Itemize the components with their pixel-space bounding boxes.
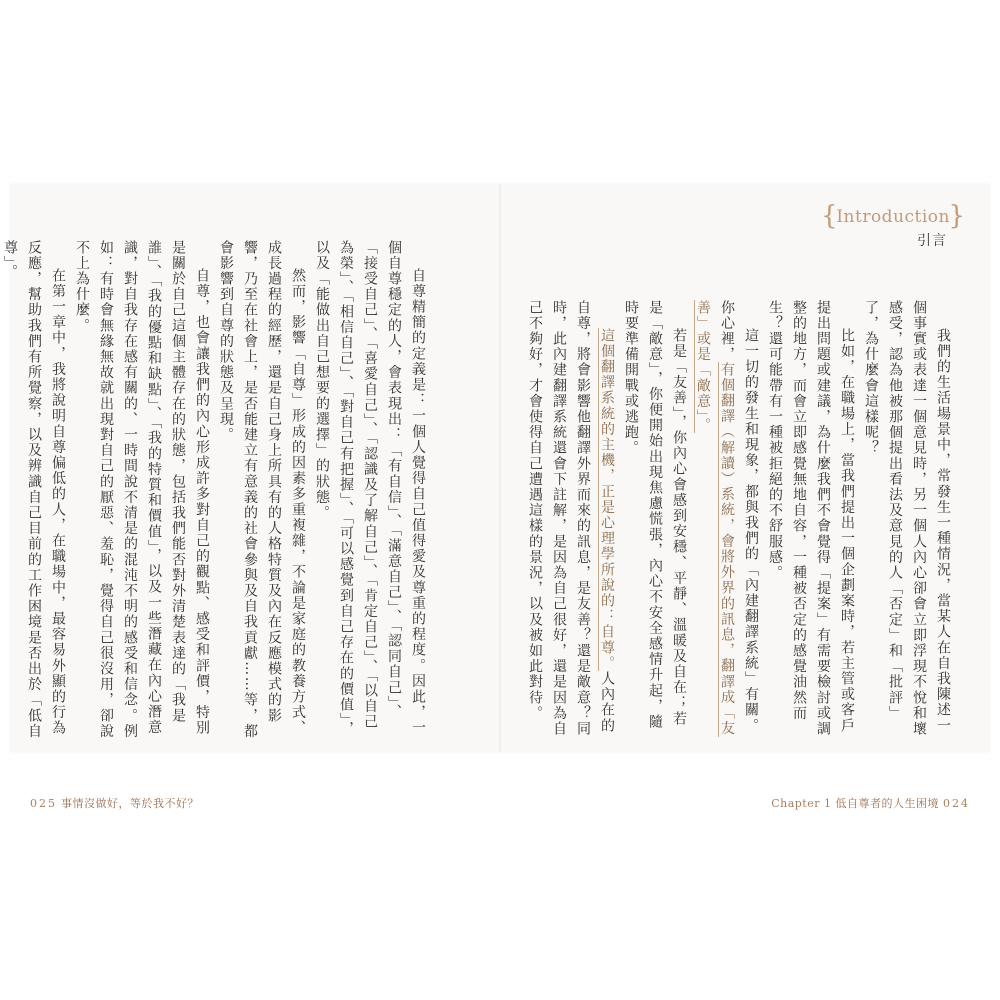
right-page-number: 024: [943, 797, 970, 810]
introduction-heading: [815, 201, 965, 249]
right-paragraph-2: 比如，在職場上，當我們提出一個企劃案時，若主管或客戶提出問題或建議，為什麼我們不會覺得「提案」有需要檢討或調整的地方，而會立即感覺無地自容，一種被否定的感覺油然而生？還可能帶有一種被拒絕的不舒服感。: [767, 300, 855, 737]
right-paragraph-3-text: 這一切的發生和現象，都與我們的「內建翻譯系統」有關。你心裡，: [719, 300, 759, 734]
left-paragraph-2: 然而，影響「自尊」形成的因素多重複雜，不論是家庭的教養方式、成長過程的經歷，還是自己身上所具有的人格特質及內在反應模式的影響，乃至在社會上，是否能建立有意義的社會參與及自我貢獻……等，都會影響到自尊的狀態及呈現。: [218, 240, 306, 740]
left-paragraph-3: 自尊，也會讓我們的內心形成許多對自己的觀點、感受和評價，特別是關於自己這個主體存在的狀態，包括我們能否對外清楚表達的「我是誰」、「我的優點和缺點」、「我的特質和價值」，以及一些潛藏在內心潛意識，對自我存在感有關的、一時間說不清是的混沌不明的感受和信念。例如：有時會無緣無故就出現對自己的厭惡、羞恥，覺得自己很沒用，卻說不上為什麼。: [74, 240, 210, 740]
right-page-footer: [771, 795, 970, 811]
right-paragraph-1: 我們的生活場景中，常發生一種情況，當某人在自我陳述一個事實或表達一個意見時，另一個人內心卻會立即浮現不悅和壞感受，認為他被那個提出看法及意見的人「否定」和「批評」了，為什麼會這樣呢？: [863, 300, 951, 737]
right-paragraph-3: [691, 300, 763, 740]
left-running-title: 事情沒做好，等於我不好？: [61, 797, 199, 810]
right-paragraph-3-highlight: 有個翻譯（解讀）系統，會將外界的訊息，翻譯成「友善」或是「敵意」。: [695, 300, 735, 737]
right-paragraph-5-text: 人內在的自尊，將會影響他翻譯外界而來的訊息，是友善？還是敵意？同時，此內建翻譯系統還會下註解，是因為自己很好，還是因為自己不夠好，才會使得自己遭遇這樣的景況，以及被如此對待。: [527, 300, 615, 737]
left-page-footer: [30, 795, 199, 811]
left-page-number: 025: [30, 797, 57, 810]
right-paragraph-5-highlight: 這個翻譯系統的主機，正是心理學所說的：自尊。: [599, 328, 615, 672]
right-running-title: 低自尊者的人生困境: [835, 797, 939, 810]
brace-right-ornament: }: [948, 201, 965, 231]
chapter-label: Chapter 1: [771, 797, 832, 810]
introduction-title-en: Introduction: [836, 207, 950, 227]
right-page-body: [527, 300, 955, 740]
right-paragraph-4: 若是「友善」，你內心會感到安穩、平靜、溫暖及自在；若是「敵意」，你便開始出現焦慮慌張，內心不安全感情升起，隨時要準備開戰或逃跑。: [623, 300, 687, 730]
left-page-body: [2, 240, 430, 740]
right-paragraph-5: [523, 300, 619, 740]
left-paragraph-1: 自尊精簡的定義是：一個人覺得自己值得愛及尊重的程度。因此，一個自尊穩定的人，會表現出：「有自信」、「滿意自己」、「認同自己」、「接受自己」、「喜愛自己」、「認識及了解自己」、「肯定自己」、「以自己為榮」、「相信自己」、「對自己有把握」、「可以感覺到自己存在的價值」，以及「能做出自己想要的選擇」的狀態。: [314, 240, 426, 737]
introduction-title-zh: 引言: [917, 233, 947, 249]
left-paragraph-4: 在第一章中，我將說明自尊偏低的人，在職場中，最容易外顯的行為反應，幫助我們有所覺察，以及辨識自己目前的工作困境是否出於「低自尊」。: [2, 240, 66, 740]
brace-left-ornament: {: [821, 201, 838, 231]
